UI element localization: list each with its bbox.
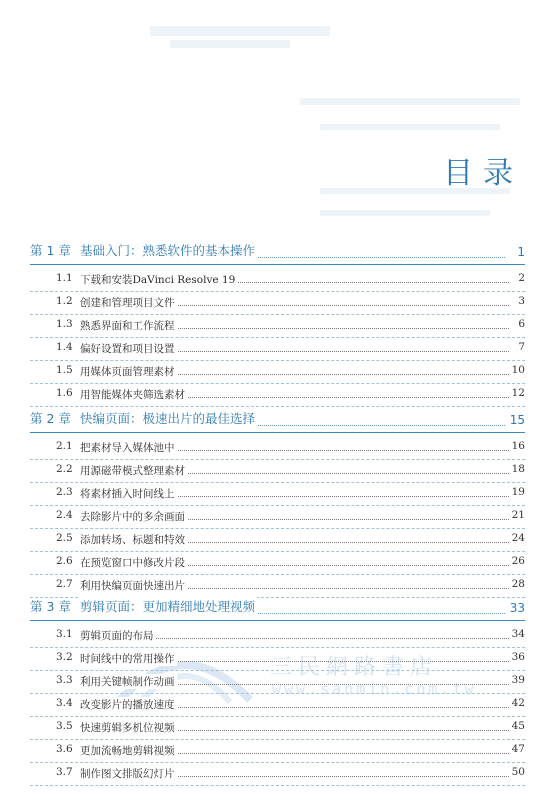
chapter-heading[interactable] xyxy=(30,238,525,265)
section-title: 时间线中的常用操作 xyxy=(80,653,175,665)
toc-entry[interactable] xyxy=(30,670,525,694)
section-title: 把素材导入媒体池中 xyxy=(80,442,175,454)
toc-entry[interactable] xyxy=(30,693,525,717)
chapter-page-number: 1 xyxy=(514,245,525,259)
section-number: 3.6 xyxy=(56,743,73,755)
section-page-number: 47 xyxy=(511,743,525,755)
bleed-through xyxy=(150,26,330,36)
section-number: 3.4 xyxy=(56,697,73,709)
section-page-number: 45 xyxy=(511,720,525,732)
section-number: 2.3 xyxy=(56,486,73,498)
page-title: 目录 xyxy=(443,156,523,191)
section-page-number: 2 xyxy=(518,272,525,284)
toc-entry[interactable] xyxy=(30,383,525,407)
section-title: 利用快编页面快速出片 xyxy=(80,580,185,592)
toc-entry[interactable] xyxy=(30,268,525,292)
section-title: 制作图文排版幻灯片 xyxy=(80,768,175,780)
bleed-through xyxy=(320,210,490,216)
toc-entry[interactable] xyxy=(30,459,525,483)
bleed-through xyxy=(170,40,290,48)
section-title: 去除影片中的多余画面 xyxy=(80,511,185,523)
toc-entry[interactable] xyxy=(30,337,525,361)
section-page-number: 16 xyxy=(511,440,525,452)
toc-entry[interactable] xyxy=(30,505,525,529)
section-title: 用源磁带模式整理素材 xyxy=(80,465,185,477)
section-title: 偏好设置和项目设置 xyxy=(80,343,175,355)
section-title: 创建和管理项目文件 xyxy=(80,297,175,309)
chapter-heading[interactable] xyxy=(30,594,525,621)
section-number: 2.2 xyxy=(56,463,73,475)
section-page-number: 7 xyxy=(518,341,525,353)
section-page-number: 6 xyxy=(518,318,525,330)
section-page-number: 39 xyxy=(511,674,525,686)
section-page-number: 3 xyxy=(518,295,525,307)
section-title: 熟悉界面和工作流程 xyxy=(80,320,175,332)
toc-entry[interactable] xyxy=(30,291,525,315)
section-page-number: 34 xyxy=(511,628,525,640)
section-number: 1.6 xyxy=(56,387,73,399)
chapter-page-number: 15 xyxy=(507,413,525,427)
chapter-heading[interactable] xyxy=(30,406,525,433)
section-number: 1.5 xyxy=(56,364,73,376)
section-page-number: 26 xyxy=(511,555,525,567)
section-title: 改变影片的播放速度 xyxy=(80,699,175,711)
toc-entry[interactable] xyxy=(30,528,525,552)
section-number: 2.4 xyxy=(56,509,73,521)
section-page-number: 42 xyxy=(511,697,525,709)
section-number: 3.2 xyxy=(56,651,73,663)
chapter-title: 基础入门：熟悉软件的基本操作 xyxy=(80,243,256,258)
section-title: 在预览窗口中修改片段 xyxy=(80,557,185,569)
section-title: 剪辑页面的布局 xyxy=(80,630,154,642)
toc-entry[interactable] xyxy=(30,436,525,460)
section-title: 将素材插入时间线上 xyxy=(80,488,175,500)
section-page-number: 10 xyxy=(511,364,525,376)
toc-entry[interactable] xyxy=(30,739,525,763)
section-title: 利用关键帧制作动画 xyxy=(80,676,175,688)
section-title: 下载和安装DaVinci Resolve 19 xyxy=(80,274,236,286)
section-page-number: 21 xyxy=(511,509,525,521)
section-number: 1.1 xyxy=(56,272,73,284)
chapter-label: 第 2 章 xyxy=(30,411,71,426)
section-number: 3.5 xyxy=(56,720,73,732)
section-page-number: 24 xyxy=(511,532,525,544)
section-number: 3.7 xyxy=(56,766,73,778)
section-title: 快速剪辑多机位视频 xyxy=(80,722,175,734)
section-page-number: 18 xyxy=(511,463,525,475)
bleed-through xyxy=(320,124,500,130)
section-page-number: 36 xyxy=(511,651,525,663)
toc-entry[interactable] xyxy=(30,314,525,338)
section-page-number: 50 xyxy=(511,766,525,778)
section-number: 3.3 xyxy=(56,674,73,686)
section-number: 2.5 xyxy=(56,532,73,544)
section-page-number: 19 xyxy=(511,486,525,498)
section-number: 2.1 xyxy=(56,440,73,452)
watermark-name: 三民網路書店 xyxy=(270,655,439,680)
watermark-url: www.sanmin.com.tw xyxy=(272,680,477,698)
section-title: 用智能媒体夹筛选素材 xyxy=(80,389,185,401)
section-title: 添加转场、标题和特效 xyxy=(80,534,185,546)
toc-entry[interactable] xyxy=(30,624,525,648)
chapter-title: 快编页面：极速出片的最佳选择 xyxy=(80,411,256,426)
section-number: 3.1 xyxy=(56,628,73,640)
section-title: 用媒体页面管理素材 xyxy=(80,366,175,378)
chapter-label: 第 1 章 xyxy=(30,243,71,258)
section-number: 2.7 xyxy=(56,578,73,590)
section-number: 1.4 xyxy=(56,341,73,353)
bleed-through xyxy=(300,98,520,105)
chapter-title: 剪辑页面：更加精细地处理视频 xyxy=(80,599,256,614)
section-number: 1.3 xyxy=(56,318,73,330)
section-title: 更加流畅地剪辑视频 xyxy=(80,745,175,757)
section-number: 1.2 xyxy=(56,295,73,307)
chapter-label: 第 3 章 xyxy=(30,599,71,614)
toc-entry[interactable] xyxy=(30,647,525,671)
section-page-number: 28 xyxy=(511,578,525,590)
toc-entry[interactable] xyxy=(30,360,525,384)
toc-entry[interactable] xyxy=(30,482,525,506)
section-number: 2.6 xyxy=(56,555,73,567)
chapter-page-number: 33 xyxy=(507,601,525,615)
section-page-number: 12 xyxy=(511,387,525,399)
toc-entry[interactable] xyxy=(30,716,525,740)
toc-entry[interactable] xyxy=(30,762,525,786)
toc-entry[interactable] xyxy=(30,551,525,575)
